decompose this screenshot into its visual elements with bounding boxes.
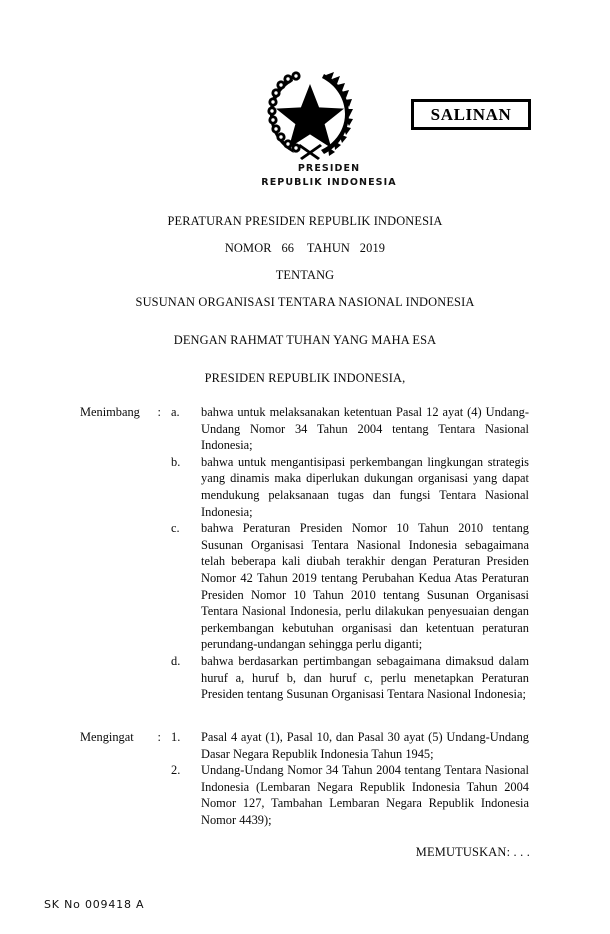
menimbang-item-d: [0, 653, 610, 703]
emblem-caption-line-2: REPUBLIK INDONESIA: [261, 176, 397, 188]
emblem-caption-line-1: PRESIDEN: [297, 163, 361, 174]
menimbang-colon: :: [157, 405, 161, 419]
menimbang-label: [80, 404, 171, 421]
menimbang-item-c: [0, 520, 610, 653]
list-item-text: Undang-Undang Nomor 34 Tahun 2004 tentang Tentara Nasional Indonesia (Lembaran Negara Republik Indonesia Tahun 2004 Nomor 127, Tambahan Lembaran Negara Republik Indonesia Nomor 4439);: [201, 763, 529, 827]
list-marker: d.: [171, 653, 181, 668]
page-title: PERATURAN PRESIDEN REPUBLIK INDONESIA: [167, 214, 443, 228]
continuation-marker: MEMUTUSKAN: . . .: [415, 845, 530, 859]
mengingat-label-text: Mengingat: [80, 730, 134, 744]
emblem-caption: [0, 162, 610, 189]
mengingat-colon: :: [157, 730, 161, 744]
salinan-stamp-label: SALINAN: [430, 105, 512, 124]
list-item-text: bahwa untuk melaksanakan ketentuan Pasal 12 ayat (4) Undang-Undang Nomor 34 Tahun 2004 tentang Tentara Nasional Indonesia;: [201, 405, 529, 453]
salinan-stamp: [411, 99, 531, 130]
list-item-text: bahwa berdasarkan pertimbangan sebagaimana dimaksud dalam huruf a, huruf b, dan huruf c, perlu menetapkan Peraturan Presiden tentang Susunan Organisasi Tentara Nasional Indonesia;: [201, 653, 529, 702]
regulation-subject: SUSUNAN ORGANISASI TENTARA NASIONAL INDONESIA: [135, 295, 475, 309]
masthead: [0, 66, 610, 196]
mengingat-item-2: [0, 762, 610, 828]
title-block: [0, 214, 610, 386]
menimbang-item-a: [0, 404, 610, 454]
list-marker: c.: [171, 521, 180, 536]
list-marker: b.: [171, 454, 181, 469]
menimbang-label-text: Menimbang: [80, 405, 140, 419]
mengingat-label: [80, 729, 171, 746]
list-marker: 1.: [171, 730, 181, 744]
mengingat-item-1: [0, 729, 610, 762]
menimbang-section: [0, 404, 610, 703]
mengingat-section: [0, 729, 610, 829]
tentang-label: TENTANG: [275, 268, 335, 282]
footer-serial-number: SK No 009418 A: [44, 898, 145, 911]
regulation-number: NOMOR 66 TAHUN 2019: [224, 241, 386, 255]
list-item-text: bahwa Peraturan Presiden Nomor 10 Tahun 2010 tentang Susunan Organisasi Tentara Nasional Indonesia sebagaimana telah beberapa kali diubah terakhir dengan Peraturan Presiden Nomor 42 Tahun 2019 tentang Perubahan Kedua Atas Peraturan Presiden Nomor 10 Tahun 2010 tentang Susunan Organisasi Tentara Nasional Indonesia, perlu dilakukan penyesuaian dengan perkembangan kebutuhan organisasi dan ketentuan peraturan perundang-undangan sehingga perlu diganti;: [201, 521, 529, 652]
menimbang-item-b: [0, 454, 610, 520]
list-item-text: Pasal 4 ayat (1), Pasal 10, dan Pasal 30 ayat (5) Undang-Undang Dasar Negara Republik Indonesia Tahun 1945;: [201, 730, 529, 761]
national-emblem-icon: [262, 66, 358, 162]
list-marker: 2.: [171, 763, 181, 778]
list-item-text: bahwa untuk mengantisipasi perkembangan lingkungan strategis yang dinamis maka diperlukan dukungan organisasi yang dapat mendukung pelaksanaan tugas dan fungsi Tentara Nasional Indonesia;: [201, 454, 529, 519]
invocation-line: DENGAN RAHMAT TUHAN YANG MAHA ESA: [173, 333, 437, 347]
issuing-authority: PRESIDEN REPUBLIK INDONESIA,: [204, 371, 406, 385]
list-marker: a.: [171, 405, 180, 419]
